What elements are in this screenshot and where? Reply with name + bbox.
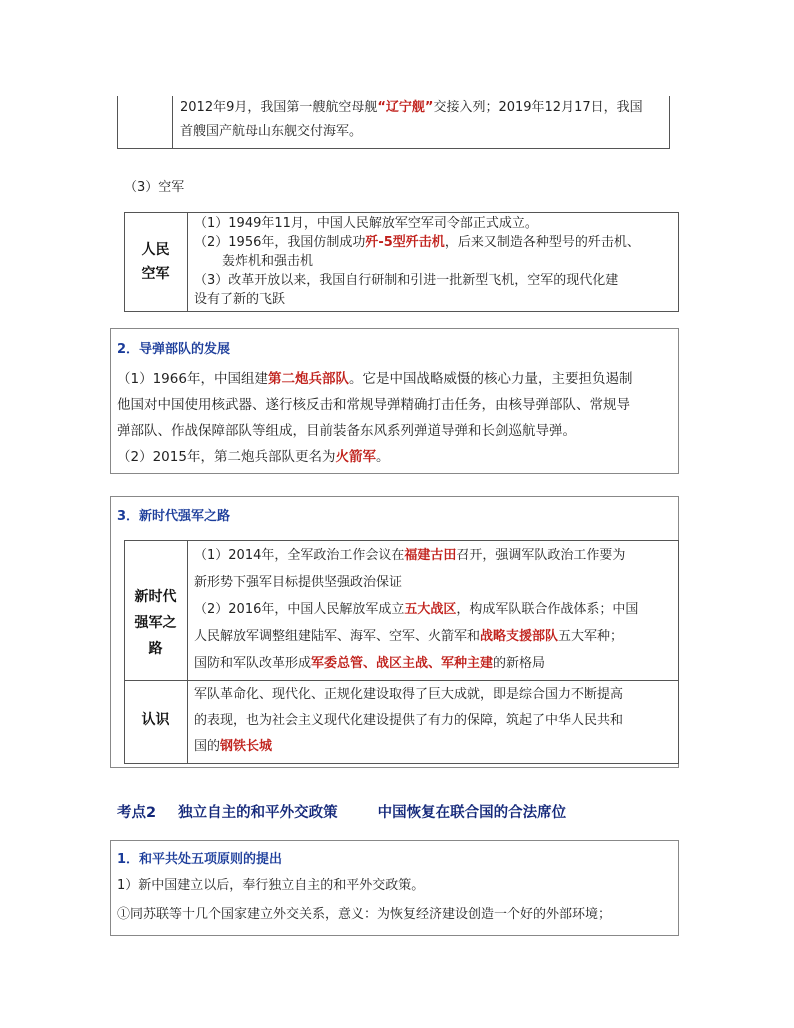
peace-line-2: ①同苏联等十几个国家建立外交关系，意义：为恢复经济建设创造一个好的外部环境； (117, 907, 612, 922)
renshi-content: 军队革命化、现代化、正规化建设取得了巨大成就，即是综合国力不断提高 的表现，也为社会主义现代化建设提供了有力的保障，筑起了中华人民共和 国的钢铁长城 (194, 687, 624, 754)
newera-label: 新时代 强军之 路 (134, 589, 177, 657)
kaodian-title: 考点2 独立自主的和平外交政策 中国恢复在联合国的合法席位 (117, 805, 567, 821)
newera-heading: 3．新时代强军之路 (117, 509, 231, 524)
airforce-content: （1）1949年11月，中国人民解放军空军司令部正式成立。 （2）1956年，我国仿制成功歼-5型歼击机，后来又制造各种型号的歼击机、 轰炸机和强击机 （3）改革开放以来，我国自行研制和引进一批新型飞机，空军的现代化建 设有了新的飞跃 (194, 216, 640, 307)
missile-heading: 2．导弹部队的发展 (117, 342, 231, 357)
peace-line-1: 1）新中国建立以后，奉行独立自主的和平外交政策。 (117, 878, 425, 893)
renshi-label: 认识 (141, 712, 170, 728)
navy-line-2: 首艘国产航母山东舰交付海军。 (180, 124, 363, 139)
peace-heading: 1．和平共处五项原则的提出 (117, 852, 283, 867)
missile-content: （1）1966年，中国组建第二炮兵部队。它是中国战略威慑的核心力量，主要担负遏制 他国对中国使用核武器、遂行核反击和常规导弹精确打击任务，由核导弹部队、常规导 弹部队、作战保障部队等组成，目前装备东风系列弹道导弹和长剑巡航导弹。 （2）2015年，第二炮兵部队更名为火箭军。 (117, 371, 633, 465)
newera-content: （1）2014年，全军政治工作会议在福建古田召开，强调军队政治工作要为 新形势下强军目标提供坚强政治保证 （2）2016年，中国人民解放军成立五大战区，构成军队联合作战体系；中国 人民解放军调整组建陆军、海军、空军、火箭军和战略支援部队五大军种； 国防和军队改革形成军委总管、战区主战、军种主建的新格局 (194, 548, 639, 671)
navy-line-1: 2012年9月，我国第一艘航空母舰“辽宁舰”交接入列；2019年12月17日，我国 (180, 100, 643, 115)
airforce-heading: （3）空军 (124, 180, 185, 195)
airforce-label: 人民 空军 (141, 242, 170, 282)
